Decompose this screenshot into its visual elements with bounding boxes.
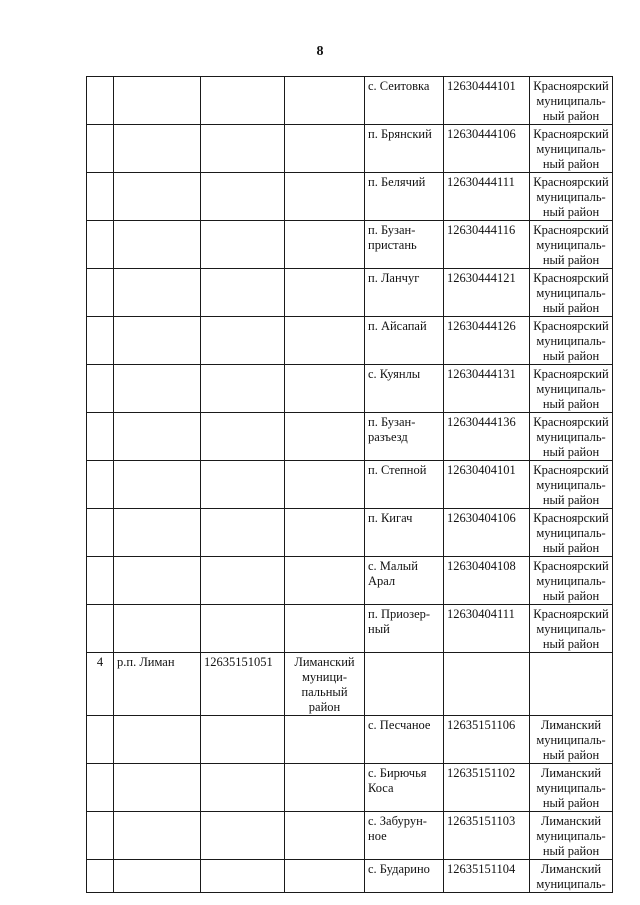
district-cell: Красноярский муниципаль- ный район — [530, 125, 613, 173]
settlement-center-cell — [114, 557, 201, 605]
settlement-code-cell: 12630444121 — [444, 269, 530, 317]
municipality-cell — [285, 365, 365, 413]
row-number-cell — [87, 716, 114, 764]
okato-code-cell — [201, 812, 285, 860]
row-number-cell — [87, 125, 114, 173]
settlement-code-cell: 12630444106 — [444, 125, 530, 173]
municipality-cell — [285, 764, 365, 812]
settlement-name-cell: с. Песчаное — [365, 716, 444, 764]
row-number-cell — [87, 557, 114, 605]
district-cell: Красноярский муниципаль- ный район — [530, 317, 613, 365]
settlement-name-cell: с. Куянлы — [365, 365, 444, 413]
row-number-cell — [87, 317, 114, 365]
table-row — [87, 461, 613, 509]
settlement-center-cell — [114, 365, 201, 413]
settlement-center-cell: р.п. Лиман — [114, 653, 201, 716]
district-cell: Красноярский муниципаль- ный район — [530, 221, 613, 269]
settlement-center-cell — [114, 716, 201, 764]
settlement-center-cell — [114, 509, 201, 557]
table-row — [87, 653, 613, 716]
settlement-center-cell — [114, 269, 201, 317]
district-cell: Лиманский муниципаль- ный район — [530, 716, 613, 764]
okato-code-cell: 12635151051 — [201, 653, 285, 716]
municipality-cell — [285, 125, 365, 173]
table-row — [87, 605, 613, 653]
municipality-cell — [285, 716, 365, 764]
settlement-name-cell: с. Сеитовка — [365, 77, 444, 125]
settlement-code-cell: 12630404106 — [444, 509, 530, 557]
settlement-code-cell: 12630444131 — [444, 365, 530, 413]
district-cell: Красноярский муниципаль- ный район — [530, 605, 613, 653]
district-cell: Красноярский муниципаль- ный район — [530, 77, 613, 125]
settlement-name-cell: с. Малый Арал — [365, 557, 444, 605]
row-number-cell — [87, 461, 114, 509]
district-cell: Красноярский муниципаль- ный район — [530, 365, 613, 413]
row-number-cell — [87, 173, 114, 221]
settlement-code-cell: 12630404101 — [444, 461, 530, 509]
row-number-cell: 4 — [87, 653, 114, 716]
settlement-name-cell: п. Кигач — [365, 509, 444, 557]
okato-code-cell — [201, 461, 285, 509]
table-row — [87, 173, 613, 221]
settlement-name-cell: п. Степной — [365, 461, 444, 509]
table-row — [87, 413, 613, 461]
district-cell: Красноярский муниципаль- ный район — [530, 461, 613, 509]
municipality-cell — [285, 173, 365, 221]
district-cell: Красноярский муниципаль- ный район — [530, 269, 613, 317]
settlement-code-cell: 12630444111 — [444, 173, 530, 221]
settlement-code-cell: 12630404108 — [444, 557, 530, 605]
table-row — [87, 716, 613, 764]
table-row — [87, 860, 613, 893]
table-row — [87, 509, 613, 557]
district-cell — [530, 653, 613, 716]
row-number-cell — [87, 764, 114, 812]
municipality-cell — [285, 812, 365, 860]
okato-code-cell — [201, 365, 285, 413]
row-number-cell — [87, 605, 114, 653]
district-cell: Лиманский муниципаль- ный район — [530, 812, 613, 860]
settlement-center-cell — [114, 173, 201, 221]
district-cell: Красноярский муниципаль- ный район — [530, 413, 613, 461]
settlement-code-cell: 12635151106 — [444, 716, 530, 764]
district-cell: Лиманский муниципаль- ный район — [530, 764, 613, 812]
district-cell: Лиманский муниципаль- — [530, 860, 613, 893]
municipality-cell — [285, 269, 365, 317]
settlement-center-cell — [114, 605, 201, 653]
row-number-cell — [87, 413, 114, 461]
settlement-center-cell — [114, 812, 201, 860]
settlement-code-cell: 12635151104 — [444, 860, 530, 893]
settlement-name-cell: с. Бударино — [365, 860, 444, 893]
table-row — [87, 812, 613, 860]
okato-code-cell — [201, 764, 285, 812]
settlement-code-cell: 12630444101 — [444, 77, 530, 125]
municipality-cell — [285, 461, 365, 509]
settlement-name-cell: с. Бирючья Коса — [365, 764, 444, 812]
district-cell: Красноярский муниципаль- ный район — [530, 173, 613, 221]
row-number-cell — [87, 269, 114, 317]
row-number-cell — [87, 365, 114, 413]
row-number-cell — [87, 860, 114, 893]
okato-code-cell — [201, 557, 285, 605]
municipality-cell — [285, 317, 365, 365]
settlement-name-cell — [365, 653, 444, 716]
okato-code-cell — [201, 317, 285, 365]
okato-code-cell — [201, 269, 285, 317]
municipality-cell: Лиманский муници- пальный район — [285, 653, 365, 716]
settlement-name-cell: п. Приозер- ный — [365, 605, 444, 653]
settlement-center-cell — [114, 77, 201, 125]
okato-code-cell — [201, 413, 285, 461]
okato-code-cell — [201, 173, 285, 221]
row-number-cell — [87, 77, 114, 125]
municipality-cell — [285, 77, 365, 125]
settlement-name-cell: с. Забурун- ное — [365, 812, 444, 860]
district-cell: Красноярский муниципаль- ный район — [530, 509, 613, 557]
settlement-center-cell — [114, 764, 201, 812]
page-number: 8 — [316, 44, 324, 59]
municipality-cell — [285, 221, 365, 269]
settlement-name-cell: п. Бузан- разъезд — [365, 413, 444, 461]
settlement-name-cell: п. Белячий — [365, 173, 444, 221]
row-number-cell — [87, 221, 114, 269]
settlement-center-cell — [114, 221, 201, 269]
table-row — [87, 764, 613, 812]
okato-code-cell — [201, 125, 285, 173]
table-body — [87, 77, 613, 893]
table-row — [87, 125, 613, 173]
table-row — [87, 557, 613, 605]
settlement-center-cell — [114, 860, 201, 893]
municipality-cell — [285, 605, 365, 653]
municipality-cell — [285, 557, 365, 605]
table-row — [87, 317, 613, 365]
table-row — [87, 365, 613, 413]
settlement-center-cell — [114, 461, 201, 509]
okato-code-cell — [201, 605, 285, 653]
settlement-name-cell: п. Ланчуг — [365, 269, 444, 317]
okato-code-cell — [201, 716, 285, 764]
okato-code-cell — [201, 221, 285, 269]
table-row — [87, 77, 613, 125]
municipality-cell — [285, 509, 365, 557]
municipality-cell — [285, 860, 365, 893]
row-number-cell — [87, 509, 114, 557]
settlement-code-cell: 12630444126 — [444, 317, 530, 365]
settlement-center-cell — [114, 125, 201, 173]
settlement-code-cell: 12630444136 — [444, 413, 530, 461]
table-row — [87, 221, 613, 269]
settlement-name-cell: п. Брянский — [365, 125, 444, 173]
settlements-table — [86, 76, 613, 893]
district-cell: Красноярский муниципаль- ный район — [530, 557, 613, 605]
settlement-name-cell: п. Бузан- пристань — [365, 221, 444, 269]
okato-code-cell — [201, 509, 285, 557]
municipality-cell — [285, 413, 365, 461]
settlement-code-cell: 12635151103 — [444, 812, 530, 860]
settlement-code-cell — [444, 653, 530, 716]
table-row — [87, 269, 613, 317]
settlement-name-cell: п. Айсапай — [365, 317, 444, 365]
settlement-code-cell: 12630404111 — [444, 605, 530, 653]
settlement-code-cell: 12630444116 — [444, 221, 530, 269]
okato-code-cell — [201, 860, 285, 893]
row-number-cell — [87, 812, 114, 860]
okato-code-cell — [201, 77, 285, 125]
settlement-center-cell — [114, 317, 201, 365]
settlement-code-cell: 12635151102 — [444, 764, 530, 812]
settlement-center-cell — [114, 413, 201, 461]
